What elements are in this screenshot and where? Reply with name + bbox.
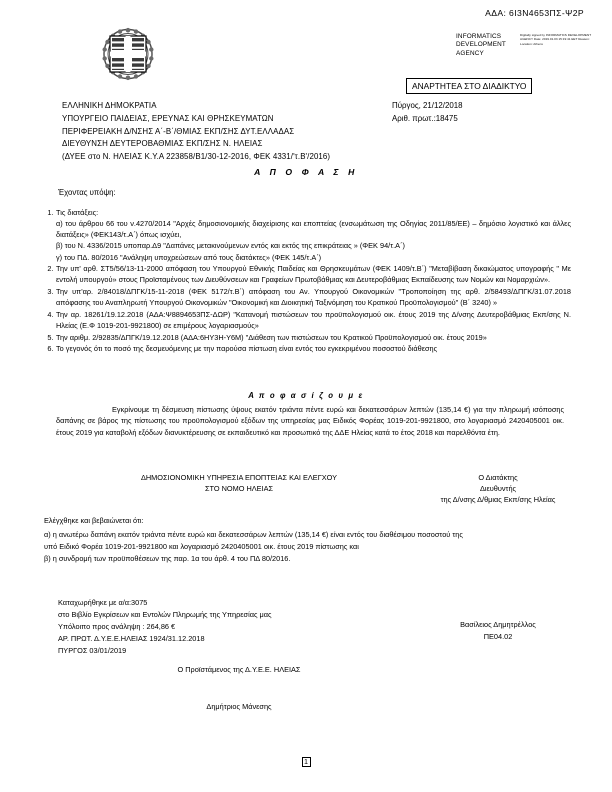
clause-number: 4. bbox=[47, 309, 54, 319]
verification-item-a: α) η ανωτέρω δαπάνη εκατόν τριάντα πέντε ευρώ και δεκατεσσάρων λεπτών (135,14 €) είναι εντός του διαθέσιμου ποσοστού της υπό Ειδικό Φορέα 1019-201-9921800 και λογαριασμό 2420405001 οικ. έτους 2019 πίστωσης και bbox=[44, 530, 463, 551]
clause-body: Την αριθμ. 2/92835/ΔΠΓΚ/19.12.2018 (ΑΔΑ:6ΗΥ3Η-Υ6Μ) "Διάθεση των πιστώσεων του Κρατικού Προϋπολογισμού οικ. έτους 2019» bbox=[56, 332, 487, 342]
clause-lead: Τις διατάξεις: bbox=[56, 208, 99, 217]
digital-signature-stamp bbox=[456, 33, 606, 58]
ordering-officer-signature bbox=[400, 619, 596, 643]
clause-item bbox=[44, 263, 571, 285]
authority-line-5: (ΔΥΕΕ στο Ν. ΗΛΕΙΑΣ Κ.Υ.Α 223858/Β1/30-12-2016, ΦΕΚ 4331/'τ.Β'/2016) bbox=[62, 152, 331, 162]
issuing-authority-block bbox=[62, 100, 330, 164]
clause-body: Την αρ. 18261/19.12.2018 (ΑΔΑ:Ψ8894653ΠΣ-ΔΩΡ) "Κατανομή πιστώσεων του προϋπολογισμού οικ. έτους 2019 της Δ/νσης Δευτεροβάθμιας Εκπ/σης Ν. Ηλείας (Ε.Φ 1019-201-9921800) σε επιμέρους λογαριασμούς» bbox=[56, 309, 571, 331]
clause-item bbox=[44, 343, 571, 354]
ordering-officer-unit: της Δ/νσης Δ/θμιας Εκπ/σης Ηλείας bbox=[440, 495, 556, 505]
decision-heading: Α π ο φ α σ ί ζ ο υ μ ε bbox=[248, 391, 364, 400]
ordering-officer-role: Διευθυντής bbox=[479, 484, 517, 494]
signature-agency-name: INFORMATICS DEVELOPMENT AGENCY bbox=[456, 33, 506, 57]
clause-number: 6. bbox=[47, 344, 54, 354]
registry-protocol: ΑΡ. ΠΡΩΤ. Δ.Υ.Ε.Ε.ΗΛΕΙΑΣ 1924/31.12.2018 bbox=[58, 633, 205, 643]
ordering-officer-title: Ο Διατάκτης bbox=[478, 473, 518, 482]
preamble-label: Έχοντας υπόψη: bbox=[58, 188, 116, 197]
signer-rank: ΠΕ04.02 bbox=[483, 631, 513, 641]
clause-item bbox=[44, 207, 571, 263]
registry-balance: Υπόλοιπο προς ανάληψη : 264,86 € bbox=[58, 621, 176, 631]
registry-serial: Καταχωρήθηκε με α/α:3075 bbox=[58, 598, 148, 607]
clause-body: Το γεγονός ότι το ποσό της δεσμευόμενης με την παρούσα πίστωση είναι εντός του εγκεκριμένου ποσοστού διάθεσης bbox=[56, 344, 438, 354]
clause-list bbox=[44, 207, 571, 355]
ada-reference-top: ΑΔΑ: 6Ι3Ν4653ΠΣ-Ψ2Ρ bbox=[485, 8, 584, 18]
publication-badge: ΑΝΑΡΤΗΤΕΑ ΣΤΟ ΔΙΑΔΙΚΤΥΟ bbox=[406, 78, 532, 94]
place-date-block bbox=[392, 100, 463, 126]
signature-metadata: Digitally signed by INFORMATICS DEVELOPMENT AGENCY Date: 2019.01.03 15:19:41 EET Reason: Location: Athens bbox=[520, 33, 592, 46]
place-and-date: Πύργος, 21/12/2018 bbox=[392, 101, 463, 110]
verification-list bbox=[44, 529, 474, 565]
clause-number: 2. bbox=[47, 264, 54, 274]
decision-body: Εγκρίνουμε τη δέσμευση πίστωσης ύψους εκατόν τριάντα πέντε ευρώ και δεκατεσσάρων λεπτών (135,14 €) για την πληρωμή ισόποσης δαπάνης σε βάρος της πίστωσης του προϋπολογισμού εξόδων της υπηρεσίας μας Ειδικός Φορέας 1019-201-9921800, στο λογαριασμό 2420405001 οικ. έτους 2019 για καταβολή εξόδων διανυκτέρευσης σε εκπαιδευτικό και προσωπικό της ΔΔΕ Ηλείας κατά το έτος 2018 και παρελθόντα έτη. bbox=[56, 405, 564, 437]
protocol-number: Αριθ. πρωτ.:18475 bbox=[392, 113, 458, 123]
audit-head-signature: Δημήτριος Μάνεσης bbox=[206, 702, 272, 711]
ordering-officer-block bbox=[400, 472, 596, 505]
registry-place-date: ΠΥΡΓΟΣ 03/01/2019 bbox=[58, 645, 127, 655]
audit-office-line-2: ΣΤΟ ΝΟΜΟ ΗΛΕΙΑΣ bbox=[204, 484, 274, 494]
clause-body: Την υπ' αρθ. ΣΤ5/56/13-11-2000 απόφαση του Υπουργού Εθνικής Παιδείας και Θρησκευμάτων (ΦΕΚ 1409/τ.Β΄) "Μεταβίβαση δικαιώματος υπογραφής " Με εντολή υπουργού» στους Προϊσταμένους των Διευθύνσεων και Γραφείων Πρωτοβάθμιας και Δευτεροβάθμιας Εκπαίδευσης των Νομών και Νομαρχιών». bbox=[56, 264, 571, 285]
audit-office-line-1: ΔΗΜΟΣΙΟΝΟΜΙΚΗ ΥΠΗΡΕΣΙΑ ΕΠΟΠΤΕΙΑΣ ΚΑΙ ΕΛΕΓΧΟΥ bbox=[140, 473, 338, 482]
audit-office-block bbox=[74, 472, 404, 494]
authority-line-4: ΔΙΕΥΘΥΝΣΗ ΔΕΥΤΕΡΟΒΑΘΜΙΑΣ ΕΚΠ/ΣΗΣ Ν. ΗΛΕΙΑΣ bbox=[62, 139, 263, 149]
page-number-value: 1 bbox=[302, 757, 311, 767]
clause-sub: β) του Ν. 4336/2015 υποπαρ.Δ9 "Δαπάνες μετακινούμενων εντός και εκτός της επικράτειας » (ΦΕΚ 94/τ.Α΄) bbox=[56, 241, 405, 251]
clause-body bbox=[56, 207, 571, 263]
audit-head-label: Ο Προϊστάμενος της Δ.Υ.Ε.Ε. ΗΛΕΙΑΣ bbox=[177, 665, 301, 674]
clause-number: 1. bbox=[47, 208, 54, 217]
clause-body: Την υπ'αρ. 2/84018/ΔΠΓΚ/15-11-2018 (ΦΕΚ 5172/τ.Β΄) απόφαση του Αν. Υπουργού Οικονομικών "Τροποποίηση της αρθ. 2/58493/ΔΠΓΚ/31.07.2018 απόφασης του Αναπληρωτή Υπουργού Οικονομικών "Οικονομική και Διοικητική Ταξινόμηση του Κρατικού Προϋπολογισμού" (Β΄ 3240) » bbox=[56, 287, 571, 308]
page-number bbox=[0, 757, 612, 767]
page-title: Α Π Ο Φ Α Σ Η bbox=[254, 167, 358, 177]
registry-book: στο Βιβλίο Εγκρίσεων και Εντολών Πληρωμής της Υπηρεσίας μας bbox=[58, 609, 272, 619]
clause-item bbox=[44, 286, 571, 308]
authority-line-2: ΥΠΟΥΡΓΕΙΟ ΠΑΙΔΕΙΑΣ, ΕΡΕΥΝΑΣ ΚΑΙ ΘΡΗΣΚΕΥΜΑΤΩΝ bbox=[62, 113, 274, 123]
clause-number: 3. bbox=[47, 287, 54, 297]
clause-item bbox=[44, 332, 571, 343]
authority-line-3: ΠΕΡΙΦΕΡΕΙΑΚΗ Δ/ΝΣΗΣ Α΄-Β΄/ΘΜΙΑΣ ΕΚΠ/ΣΗΣ ΔΥΤ.ΕΛΛΑΔΑΣ bbox=[62, 126, 295, 136]
registry-block bbox=[58, 597, 272, 657]
verification-item-b: β) η συνδρομή των προϋποθέσεων της παρ. 1α του άρθ. 4 του ΠΔ 80/2016. bbox=[44, 553, 291, 563]
authority-line-1: ΕΛΛΗΝΙΚΗ ΔΗΜΟΚΡΑΤΙΑ bbox=[62, 101, 157, 110]
verification-label: Ελέγχθηκε και βεβαιώνεται ότι: bbox=[44, 516, 144, 525]
hellenic-republic-coat-of-arms-icon bbox=[98, 24, 158, 86]
clause-sub: γ) του ΠΔ. 80/2016 "Ανάληψη υποχρεώσεων από τους διατάκτες» (ΦΕΚ 145/τ.Α΄) bbox=[56, 252, 322, 262]
clause-item bbox=[44, 309, 571, 331]
signer-name: Βασίλειος Δημητρέλλος bbox=[460, 620, 536, 629]
clause-sub: α) του άρθρου 66 του ν.4270/2014 "Αρχές δημοσιονομικής διαχείρισης και εποπτείας (ενσωμάτωση της Οδηγίας 2011/85/ΕΕ) – δημόσιο λογιστικό και άλλες διατάξεις» (ΦΕΚ143/τ.Α΄) όπως ισχύει, bbox=[56, 219, 571, 240]
clause-number: 5. bbox=[47, 332, 54, 342]
